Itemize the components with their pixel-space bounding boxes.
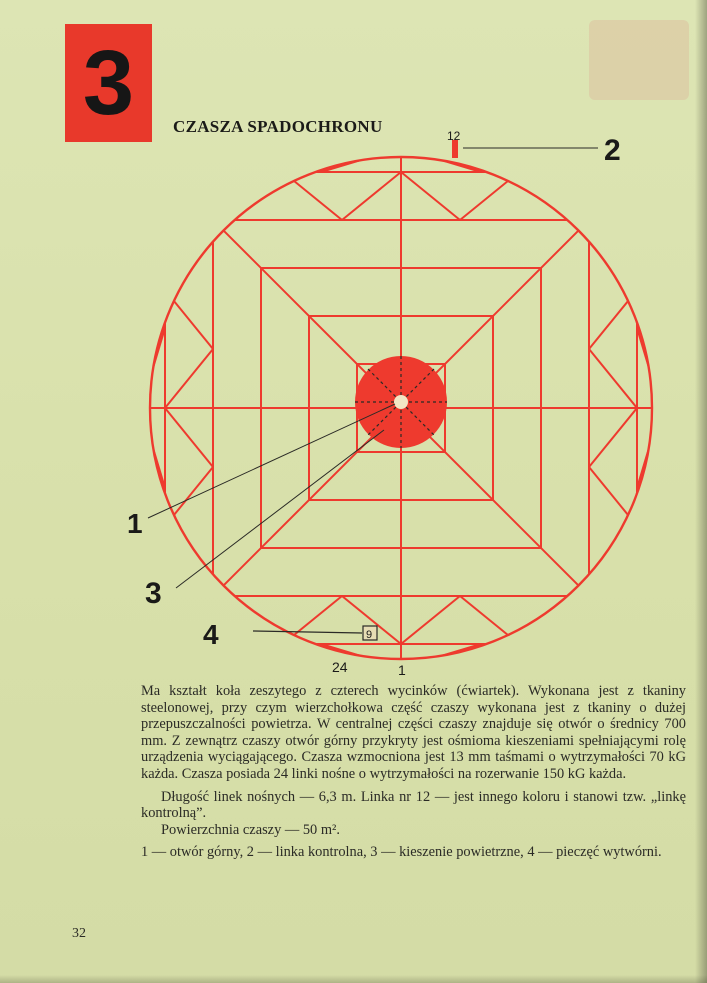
callout-2: 2 [604,134,621,167]
seam-brace [401,596,460,644]
chapter-number: 3 [82,31,135,134]
seam-brace [589,172,637,231]
seam-brace [165,526,213,585]
seam-brace [589,349,637,408]
line-number-24: 24 [332,659,348,675]
seam-brace [342,172,401,220]
page-number: 32 [72,926,86,941]
description-text [141,683,686,861]
line-length-paragraph: Długość linek nośnych — 6,3 m. Linka nr 12 — jest innego koloru i stanowi tzw. „linkę kontrolną”. [141,788,686,822]
seam-brace [589,231,637,290]
seam-brace [589,526,637,585]
callout-4: 4 [203,619,219,650]
seam-brace [165,408,213,467]
seam-brace [460,596,519,644]
callout-1: 1 [127,508,143,539]
seam-brace [165,467,213,526]
line-number-1: 1 [398,662,406,678]
stamp-glyph: 9 [366,629,373,641]
seam-brace [165,349,213,408]
seam-brace [589,585,637,644]
seam-brace [578,172,637,220]
seam-brace [224,172,283,220]
seam-brace [283,172,342,220]
leader-line-4 [253,631,362,633]
seam-brace [224,596,283,644]
seam-brace [519,596,578,644]
seam-brace [460,172,519,220]
description-paragraph: Ma kształt koła zeszytego z czterech wycinków (ćwiartek). Wykonana jest z tkaniny steelonowej, przy czym wierzchołkowa część czaszy wykonana jest z tkaniny o dużej przepuszczalności powietrza. W centralnej części czaszy znajduje się otwór o średnicy 700 mm. Z zewnątrz czaszy otwór górny przykryty jest ośmioma kieszeniami spełniającymi rolę urządzenia wyciągającego. Czasza wzmocniona jest 13 mm taśmami o wytrzymałości 70 kG każda. Czasza posiada 24 linki nośne o wytrzymałości na rozerwanie 150 kG każda. [141,683,686,782]
seam-brace [165,172,213,231]
leader-line-3 [176,430,384,588]
seam-brace [578,596,637,644]
line-number-12: 12 [447,129,461,143]
vent-center [394,395,408,409]
seam-brace [165,172,224,220]
page-title: CZASZA SPADOCHRONU [173,117,383,136]
area-paragraph: Powierzchnia czaszy — 50 m². [161,821,340,838]
seam-brace [519,172,578,220]
callout-3: 3 [145,577,162,610]
seam-brace [589,408,637,467]
seam-brace [589,290,637,349]
seam-brace [589,467,637,526]
seam-brace [401,172,460,220]
seam-brace [165,231,213,290]
seam-brace [283,596,342,644]
legend-paragraph: 1 — otwór górny, 2 — linka kontrolna, 3 — kieszenie powietrzne, 4 — pieczęć wytwórni. [141,844,662,861]
seam-brace [165,290,213,349]
